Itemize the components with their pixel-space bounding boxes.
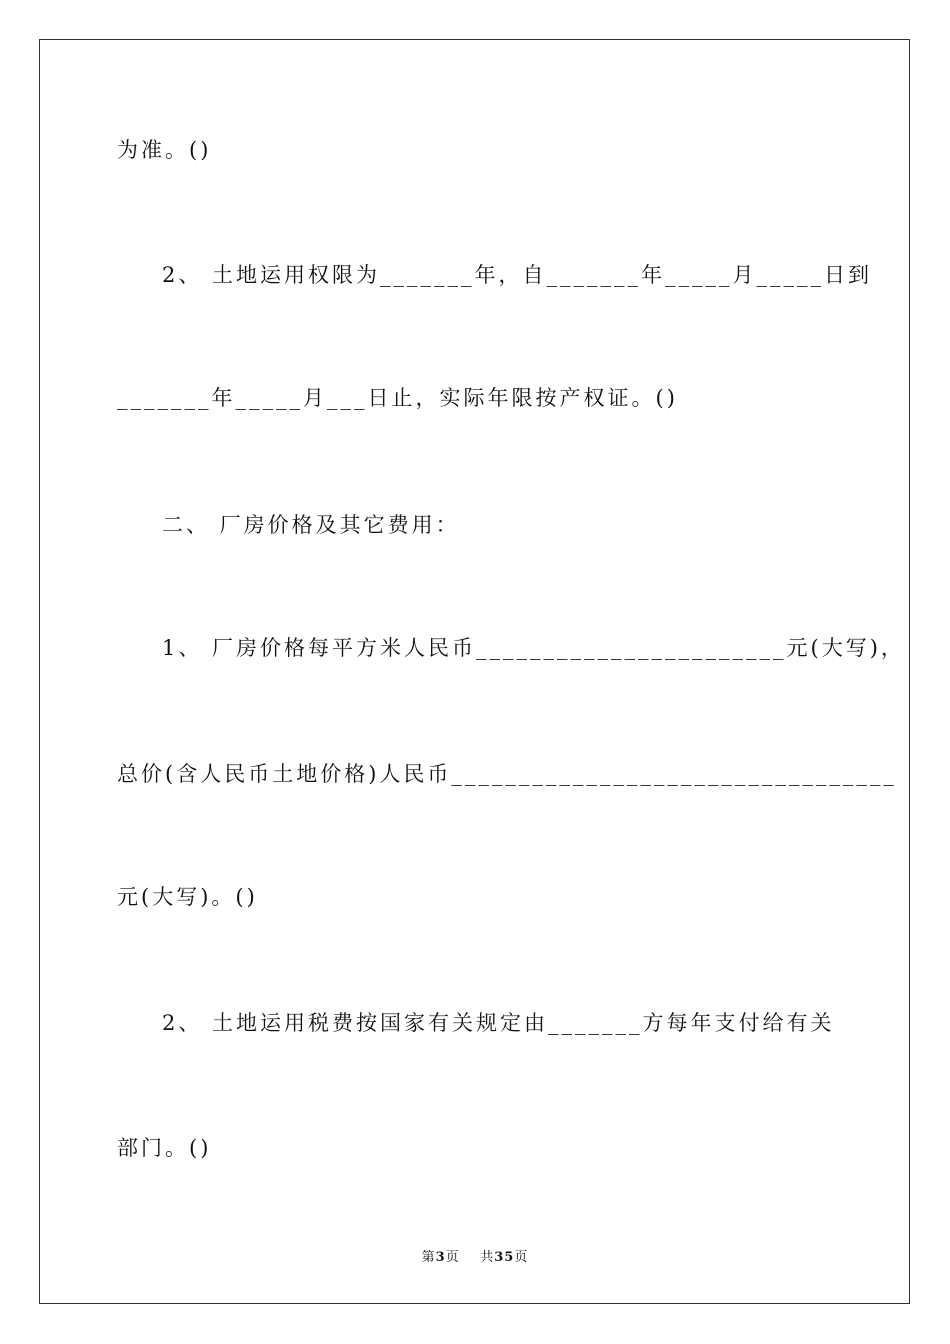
page-suffix: 页 bbox=[445, 1250, 460, 1265]
page-footer bbox=[0, 1246, 950, 1265]
text-line-3: _______年_____月___日止，实际年限按产权证。() bbox=[117, 386, 678, 410]
total-pages: 35 bbox=[494, 1250, 515, 1265]
text-line-6: 总价(含人民币土地价格)人民币_________________________________ bbox=[117, 762, 897, 786]
total-prefix: 共 bbox=[480, 1250, 495, 1265]
section-heading: 二、 厂房价格及其它费用： bbox=[162, 513, 460, 537]
text-line-2: 2、 土地运用权限为_______年，自_______年_____月_____日到 bbox=[162, 263, 873, 287]
text-line-9: 部门。() bbox=[117, 1136, 212, 1160]
total-suffix: 页 bbox=[514, 1250, 529, 1265]
text-line-1: 为准。() bbox=[117, 138, 212, 162]
text-line-8: 2、 土地运用税费按国家有关规定由_______方每年支付给有关 bbox=[162, 1011, 835, 1035]
page-frame bbox=[39, 39, 910, 1304]
page-number: 3 bbox=[435, 1250, 446, 1265]
text-line-5: 1、 厂房价格每平方米人民币_______________________元(大写)， bbox=[162, 636, 905, 660]
page-prefix: 第 bbox=[421, 1250, 436, 1265]
text-line-7: 元(大写)。() bbox=[117, 885, 258, 909]
